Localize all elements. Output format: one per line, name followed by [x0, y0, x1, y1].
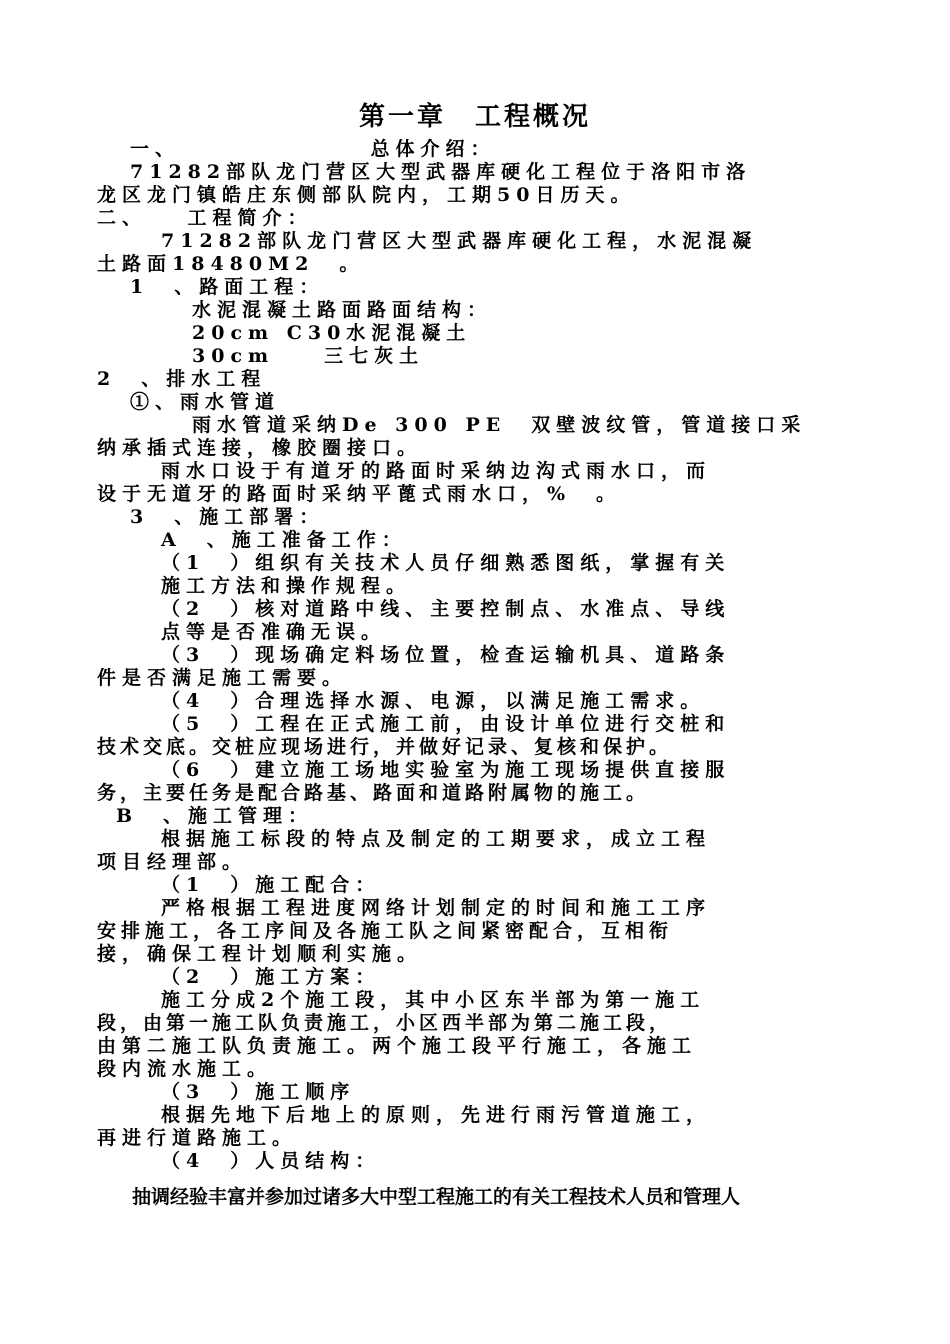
text-line: 根据施工标段的特点及制定的工期要求，成立工程: [161, 828, 712, 850]
text-line: （5 ）工程在正式施工前，由设计单位进行交桩和: [161, 713, 731, 735]
text-line: 二、 工程简介：: [97, 207, 313, 229]
text-line: 项目经理部。: [97, 851, 248, 873]
text-line: 雨水管道采纳De 300 PE 双壁波纹管，管道接口采: [192, 414, 807, 436]
text-line: 件是否满足施工需要。: [97, 667, 348, 689]
text-line: （2 ）施工方案：: [161, 966, 381, 988]
text-line: 段，由第一施工队负责施工，小区西半部为第二施工段，: [97, 1012, 673, 1034]
text-line: 根据先地下后地上的原则，先进行雨污管道施工，: [161, 1104, 712, 1126]
text-line: （2 ）核对道路中线、主要控制点、水准点、导线: [161, 598, 731, 620]
text-line: B 、施工管理：: [116, 805, 314, 827]
text-line: 抽调经验丰富并参加过诸多大中型工程施工的有关工程技术人员和管理人: [132, 1186, 741, 1208]
text-line: 土路面18480M2 。: [97, 253, 365, 275]
text-line: 1 、路面工程：: [130, 276, 325, 298]
text-line: 3 、施工部署：: [130, 506, 325, 528]
text-line: 段内流水施工。: [97, 1058, 273, 1080]
text-line: 设于无道牙的路面时采纳平蓖式雨水口，% 。: [97, 483, 622, 505]
text-line: 纳承插式连接，橡胶圈接口。: [97, 437, 423, 459]
text-line: （3 ）施工顺序: [161, 1081, 356, 1103]
text-line: （1 ）施工配合：: [161, 874, 381, 896]
chapter-title: 第一章 工程概况: [358, 102, 591, 132]
text-line: （4 ）人员结构：: [161, 1150, 381, 1172]
text-line: 施工分成2个施工段，其中小区东半部为第一施工: [161, 989, 706, 1011]
text-line: A 、施工准备工作：: [161, 529, 407, 551]
text-line: 20cm C30水泥混凝土: [192, 322, 472, 344]
text-line: 由第二施工队负责施工。两个施工段平行施工，各施工: [97, 1035, 698, 1057]
text-line: 点等是否准确无误。: [161, 621, 387, 643]
text-line: 龙区龙门镇皓庄东侧部队院内，工期50日历天。: [97, 184, 636, 206]
text-line: 71282部队龙门营区大型武器库硬化工程，水泥混凝: [161, 230, 758, 252]
text-line: （4 ）合理选择水源、电源，以满足施工需求。: [161, 690, 706, 712]
text-line: 技术交底。交桩应现场进行，并做好记录、复核和保护。: [97, 736, 673, 758]
text-line: 水泥混凝土路面路面结构：: [192, 299, 493, 321]
text-line: 雨水口设于有道牙的路面时采纳边沟式雨水口，而: [161, 460, 712, 482]
text-line: （1 ）组织有关技术人员仔细熟悉图纸，掌握有关: [161, 552, 731, 574]
text-line: ①、雨水管道: [130, 391, 281, 413]
text-line: 一、 总体介绍：: [130, 138, 496, 160]
text-line: （3 ）现场确定料场位置，检查运输机具、道路条: [161, 644, 731, 666]
text-line: 务，主要任务是配合路基、路面和道路附属物的施工。: [97, 782, 650, 804]
text-line: 施工方法和操作规程。: [161, 575, 412, 597]
text-line: 2 、排水工程: [97, 368, 267, 390]
text-line: （6 ）建立施工场地实验室为施工现场提供直接服: [161, 759, 731, 781]
text-line: 安排施工，各工序间及各施工队之间紧密配合，互相衔: [97, 920, 674, 942]
text-line: 30cm 三七灰土: [192, 345, 425, 367]
text-line: 71282部队龙门营区大型武器库硬化工程位于洛阳市洛: [130, 161, 752, 183]
text-line: 接，确保工程计划顺利实施。: [97, 943, 423, 965]
text-line: 严格根据工程进度网络计划制定的时间和施工工序: [161, 897, 712, 919]
text-line: 再进行道路施工。: [97, 1127, 298, 1149]
